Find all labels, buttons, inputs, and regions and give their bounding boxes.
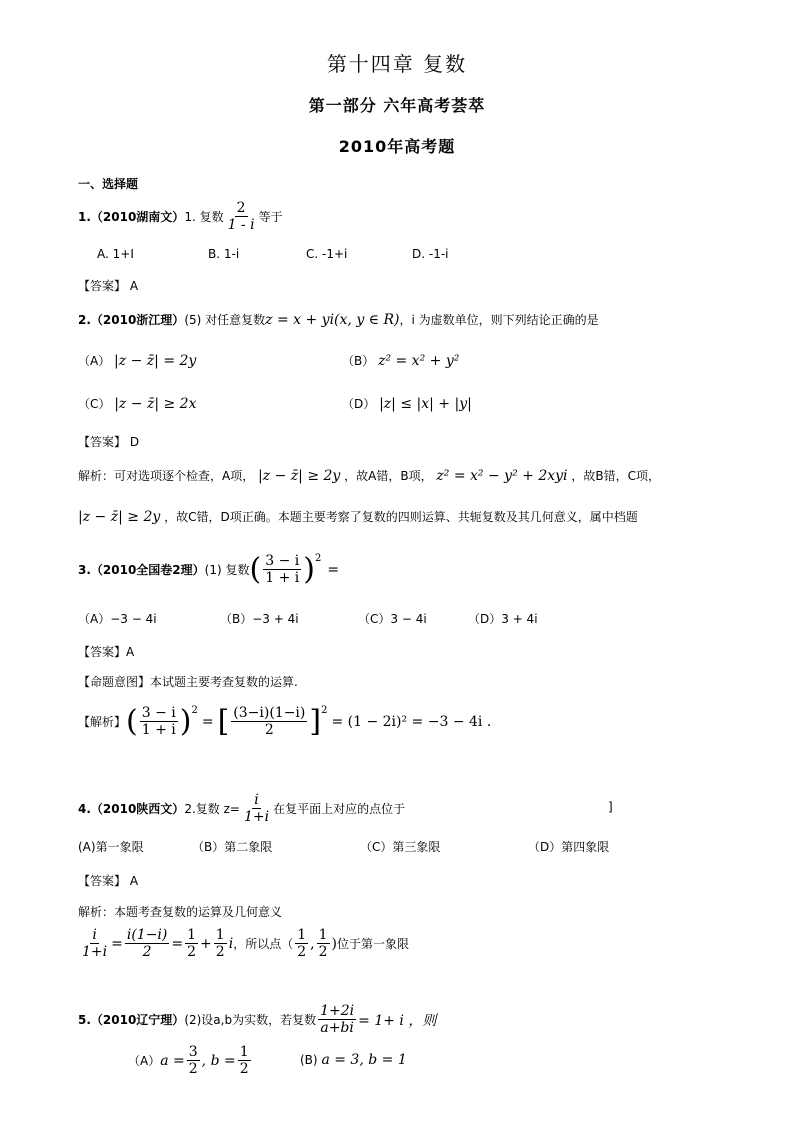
q4-f-end: 位于第一象限 <box>336 937 409 951</box>
q4-f-lhs <box>80 927 109 960</box>
q1-frac-den: 1 - i <box>227 217 255 233</box>
q3-answer: 【答案】A <box>78 645 135 659</box>
q5-frac-num: 1+2i <box>320 1003 355 1019</box>
q5-opt-b-label: (B) <box>300 1053 318 1067</box>
q5-fraction <box>318 1003 356 1036</box>
q2-tag: 2.（2010浙江理） <box>78 313 185 327</box>
q5-opt-a-frac2-num: 1 <box>239 1044 249 1060</box>
q4-bracket: ] <box>608 800 613 814</box>
q3-opt-c: （C）3 − 4i <box>358 612 427 626</box>
q3-opt-b: （B）−3 + 4i <box>220 612 299 626</box>
q2-stem <box>78 311 599 328</box>
q2-opt-d-label: （D） <box>342 397 376 411</box>
q3-expl-frac1 <box>140 705 178 738</box>
q4-f-half3-num: 1 <box>297 927 307 943</box>
q2-formula: z = x + yi(x, y ∈ R) <box>265 311 400 328</box>
q5-opt-a-frac1 <box>187 1044 200 1077</box>
q4-f-half4 <box>317 927 330 960</box>
q2-opt-a <box>78 352 196 369</box>
q5-opt-a-frac2 <box>238 1044 251 1077</box>
year-title: 2010年高考题 <box>338 137 456 156</box>
q4-f-rparen: ) <box>331 935 337 952</box>
q2-opt-c <box>78 395 196 412</box>
q4-f-half1-den: 2 <box>187 944 197 960</box>
q4-f-half2 <box>214 927 227 960</box>
q3-expl-frac2-den: 2 <box>264 722 274 738</box>
q4-f-half1 <box>185 927 198 960</box>
q2-opt-c-label: （C） <box>78 397 111 411</box>
q2-opt-a-label: （A） <box>78 354 111 368</box>
q1-fraction <box>226 200 257 233</box>
q4-opt-d: （D）第四象限 <box>528 840 610 854</box>
q2-answer: 【答案】 D <box>78 435 140 449</box>
q3-text: (1) 复数 <box>204 563 250 577</box>
q3-expl-tail: = (1 − 2i)² = −3 − 4i . <box>331 713 492 730</box>
q2-expl1-f1: |z − z̄| ≥ 2y <box>258 468 341 484</box>
q5-tag: 5.（2010辽宁理） <box>78 1013 185 1027</box>
q3-expl-frac2 <box>231 705 307 738</box>
q3-expl-exp1: 2 <box>191 705 198 716</box>
section-heading: 一、选择题 <box>78 177 139 191</box>
q2-expl1-c: ，故B错，C项， <box>571 469 660 483</box>
q3-fraction <box>263 553 301 586</box>
q2-opt-b <box>342 352 459 369</box>
q3-tag: 3.（2010全国卷2理） <box>78 563 205 577</box>
q5-opt-a-a: a = <box>160 1052 185 1069</box>
q5-stem <box>78 1003 436 1036</box>
q3-expl-frac2-num: (3−i)(1−i) <box>233 705 306 721</box>
q2-opt-d <box>342 395 472 412</box>
q2-expl1-b: ，故A错，B项， <box>344 469 433 483</box>
q3-expl-rparen: ) <box>179 703 192 739</box>
q3-expl-lparen: ( <box>126 703 138 739</box>
q4-f-eq2: = <box>171 935 184 952</box>
q3-opt-d: （D）3 + 4i <box>468 612 538 626</box>
q1-opt-c: C. -1+i <box>306 247 348 261</box>
q5-frac-den: a+bi <box>320 1020 354 1036</box>
q1-after: 等于 <box>258 210 283 224</box>
q2-after: ，i 为虚数单位，则下列结论正确的是 <box>399 313 599 327</box>
q2-opt-b-formula: z² = x² + y² <box>378 353 460 369</box>
q4-f-mid <box>125 927 170 960</box>
q4-frac-den: 1+i <box>243 809 270 825</box>
q4-f-half4-num: 1 <box>318 927 328 943</box>
q4-f-comma: , <box>310 935 315 952</box>
q4-f-eq1: = <box>111 935 123 952</box>
q4-tag: 4.（2010陕西文） <box>78 802 185 816</box>
q3-expl-rbracket: ] <box>309 703 322 739</box>
q1-opt-d: D. -1-i <box>412 247 449 261</box>
q4-f-half3 <box>295 927 308 960</box>
q4-answer: 【答案】 A <box>78 874 139 888</box>
q2-opt-c-formula: |z − z̄| ≥ 2x <box>114 396 197 412</box>
q3-opt-a: （A）−3 − 4i <box>78 612 157 626</box>
q3-expl-label: 【解析】 <box>78 715 127 729</box>
q3-expl-exp2: 2 <box>321 705 328 716</box>
q1-stem <box>78 200 283 233</box>
q3-expl-frac1-num: 3 − i <box>141 705 176 721</box>
q4-stem <box>78 792 405 825</box>
q5-opt-a-frac2-den: 2 <box>239 1061 249 1077</box>
q2-text: (5) 对任意复数 <box>184 313 266 327</box>
q2-expl1-f2: z² = x² − y² + 2xyi <box>436 468 568 484</box>
q1-text: 1. 复数 <box>184 210 224 224</box>
q5-after: = 1+ i ，则 <box>358 1012 437 1029</box>
q1-answer: 【答案】 A <box>78 279 139 293</box>
q3-expl-lbracket: [ <box>217 703 230 739</box>
q2-expl2-b: ，故C错，D项正确。本题主要考察了复数的四则运算、共轭复数及其几何意义，属中档题 <box>164 510 638 524</box>
q3-rparen: ) <box>303 551 315 587</box>
q4-f-half3-den: 2 <box>297 944 307 960</box>
q4-f-lhs-num: i <box>92 927 97 943</box>
q3-exp: 2 <box>314 553 322 564</box>
q1-tag: 1.（2010湖南文） <box>78 210 185 224</box>
q4-formula <box>78 927 409 960</box>
q5-opt-a-label: （A） <box>128 1054 161 1068</box>
q4-f-half2-den: 2 <box>215 944 225 960</box>
q3-intent: 【命题意图】本试题主要考查复数的运算. <box>78 675 298 689</box>
q4-opt-c: （C）第三象限 <box>360 840 441 854</box>
q4-expl: 解析：本题考查复数的运算及几何意义 <box>78 905 283 919</box>
q3-explanation <box>78 705 491 738</box>
q4-after: 在复平面上对应的点位于 <box>273 802 406 816</box>
q5-opt-b <box>300 1052 407 1068</box>
q5-opt-a <box>128 1044 253 1077</box>
q1-frac-num: 2 <box>236 200 246 216</box>
q4-f-text: ，所以点（ <box>233 937 294 951</box>
q2-expl2-f: |z − z̄| ≥ 2y <box>78 509 161 525</box>
chapter-title: 第十四章 复数 <box>326 52 468 76</box>
q5-opt-a-frac1-den: 2 <box>188 1061 198 1077</box>
q3-frac-den: 1 + i <box>265 570 300 586</box>
q4-f-half4-den: 2 <box>318 944 328 960</box>
q4-f-mid-den: 2 <box>142 944 152 960</box>
q2-expl1-a: 解析：可对选项逐个检查，A项， <box>78 469 255 483</box>
q1-opt-a: A. 1+I <box>97 247 134 261</box>
q3-expl-frac1-den: 1 + i <box>141 722 176 738</box>
q5-text: (2)设a,b为实数，若复数 <box>184 1013 317 1027</box>
q4-frac-num: i <box>254 792 259 808</box>
q4-opt-a: (A)第一象限 <box>78 840 144 854</box>
q5-opt-b-formula: a = 3, b = 1 <box>321 1052 407 1068</box>
q4-f-lhs-den: 1+i <box>82 944 108 960</box>
q4-opt-b: （B）第二象限 <box>192 840 273 854</box>
q5-opt-a-frac1-num: 3 <box>188 1044 198 1060</box>
q2-expl-line1 <box>78 467 660 484</box>
q4-f-half2-num: 1 <box>215 927 225 943</box>
q3-expl-eq: = <box>201 713 214 730</box>
q4-fraction <box>242 792 271 825</box>
q4-f-mid-num: i(1−i) <box>126 927 168 943</box>
q4-text: 2.复数 z= <box>184 802 240 816</box>
q3-lparen: ( <box>249 551 262 587</box>
q4-f-plus: + <box>200 935 212 952</box>
q3-eq: = <box>327 561 340 578</box>
q2-opt-b-label: （B） <box>342 354 375 368</box>
q2-expl-line2 <box>78 508 638 525</box>
q4-f-i: i <box>228 935 234 952</box>
q4-f-half1-num: 1 <box>187 927 197 943</box>
q2-opt-a-formula: |z − z̄| = 2y <box>114 353 197 369</box>
q5-opt-a-b: , b = <box>201 1052 236 1069</box>
part-title: 第一部分 六年高考荟萃 <box>308 96 486 115</box>
q3-stem <box>78 553 339 586</box>
q3-frac-num: 3 − i <box>265 553 300 569</box>
q1-opt-b: B. 1-i <box>208 247 240 261</box>
q2-opt-d-formula: |z| ≤ |x| + |y| <box>379 396 472 412</box>
